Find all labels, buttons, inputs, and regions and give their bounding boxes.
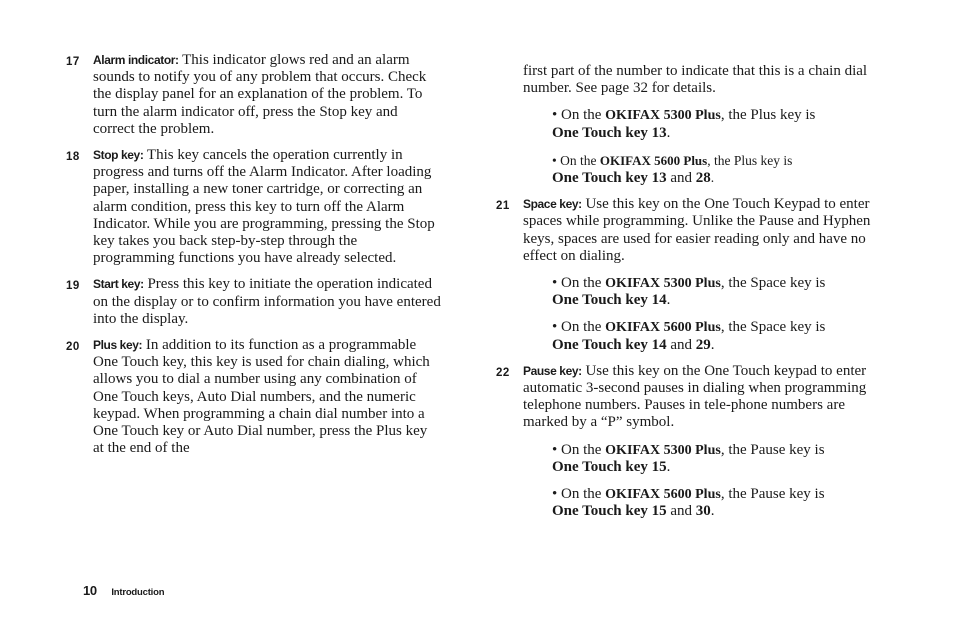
entry-label: Space key: xyxy=(523,197,582,212)
bullet-pause-5300: • On the OKIFAX 5300 Plus, the Pause key is One Touch key 15. xyxy=(552,441,825,475)
key-name: One Touch key 13 xyxy=(552,170,667,187)
entry-label: Stop key: xyxy=(93,148,144,163)
entry-alarm-indicator xyxy=(66,52,441,138)
bullet-space-5600: • On the OKIFAX 5600 Plus, the Space key is One Touch key 14 and 29. xyxy=(552,319,826,353)
entry-label: Alarm indicator: xyxy=(93,53,179,67)
entry-number: 18 xyxy=(66,151,80,164)
page-number: 10 xyxy=(83,583,97,598)
model-name: OKIFAX 5600 Plus xyxy=(605,320,721,336)
key-name: One Touch key 13 xyxy=(552,124,667,141)
plus-key-continuation: first part of the number to indicate that this is a chain dial number. See page 32 for details. xyxy=(523,63,868,97)
entry-start-key xyxy=(66,276,441,328)
key-name: One Touch key 14 xyxy=(552,292,667,309)
entry-text: Use this key on the One Touch keypad to enter automatic 3-second pauses in dialing when programming telephone numbers. Pauses in tele-phone numbers are marked by a “P” symbol. xyxy=(523,362,867,431)
key-name: 28 xyxy=(695,170,711,187)
left-column xyxy=(66,52,441,457)
key-name: 29 xyxy=(695,336,711,353)
entry-text: Press this key to initiate the operation indicated on the display or to confirm information you have entered into the display. xyxy=(93,276,441,327)
model-name: OKIFAX 5600 Plus xyxy=(605,487,721,503)
entry-number: 20 xyxy=(66,341,80,354)
model-name: OKIFAX 5300 Plus xyxy=(605,442,721,458)
entry-number: 17 xyxy=(66,56,80,68)
model-name: OKIFAX 5300 Plus xyxy=(605,276,721,292)
key-name: One Touch key 15 xyxy=(552,503,667,520)
entry-text: This indicator glows red and an alarm sounds to notify you of any problem that occurs. Check the display panel for an explanation of the problem. To turn the alarm indicator off, press the Stop key and correct the problem. xyxy=(93,52,427,137)
entry-label: Pause key: xyxy=(523,363,582,378)
entry-stop-key xyxy=(66,147,441,267)
entry-number: 21 xyxy=(496,200,510,213)
entry-number: 19 xyxy=(66,280,80,293)
bullet-plus-5600: • On the OKIFAX 5600 Plus, the Plus key is One Touch key 13 and 28. xyxy=(552,152,793,187)
right-column xyxy=(496,63,874,520)
entry-pause-key xyxy=(496,363,874,432)
model-name: OKIFAX 5600 Plus xyxy=(599,152,708,168)
model-name: OKIFAX 5300 Plus xyxy=(605,108,721,124)
bullet-plus-5300: • On the OKIFAX 5300 Plus, the Plus key is One Touch key 13. xyxy=(552,107,816,141)
entry-plus-key xyxy=(66,337,441,457)
entry-label: Start key: xyxy=(93,277,144,292)
key-name: One Touch key 14 xyxy=(552,336,667,353)
bullet-pause-5600: • On the OKIFAX 5600 Plus, the Pause key is One Touch key 15 and 30. xyxy=(552,486,825,520)
entry-space-key xyxy=(496,196,874,265)
page-footer xyxy=(83,582,164,600)
entry-text: Use this key on the One Touch Keypad to enter spaces while programming. Unlike the Pause and Hyphen keys, spaces are used for easier reading only and have no effect on dialing. xyxy=(523,196,871,264)
key-name: 30 xyxy=(695,503,711,520)
entry-label: Plus key: xyxy=(93,338,143,353)
entry-number: 22 xyxy=(496,366,510,379)
section-name: Introduction xyxy=(111,587,165,598)
bullet-space-5300: • On the OKIFAX 5300 Plus, the Space key is One Touch key 14. xyxy=(552,275,826,309)
entry-text: In addition to its function as a programmable One Touch key, this key is used for chain dialing, which allows you to dial a number using any combination of One Touch keys, Auto Dial numbers, and the numeric keypad. When programming a chain dial number into a One Touch key or Auto Dial number, press the Plus key at the end of the xyxy=(93,337,430,457)
key-name: One Touch key 15 xyxy=(552,458,667,475)
entry-text: This key cancels the operation currently in progress and turns off the Alarm Indicator. After loading paper, installing a new toner cartridge, or correcting an alarm condition, press this key to turn off the Alarm Indicator. While you are programming, pressing the Stop key takes you back step-by-step through the programming functions you have already selected. xyxy=(93,147,435,267)
